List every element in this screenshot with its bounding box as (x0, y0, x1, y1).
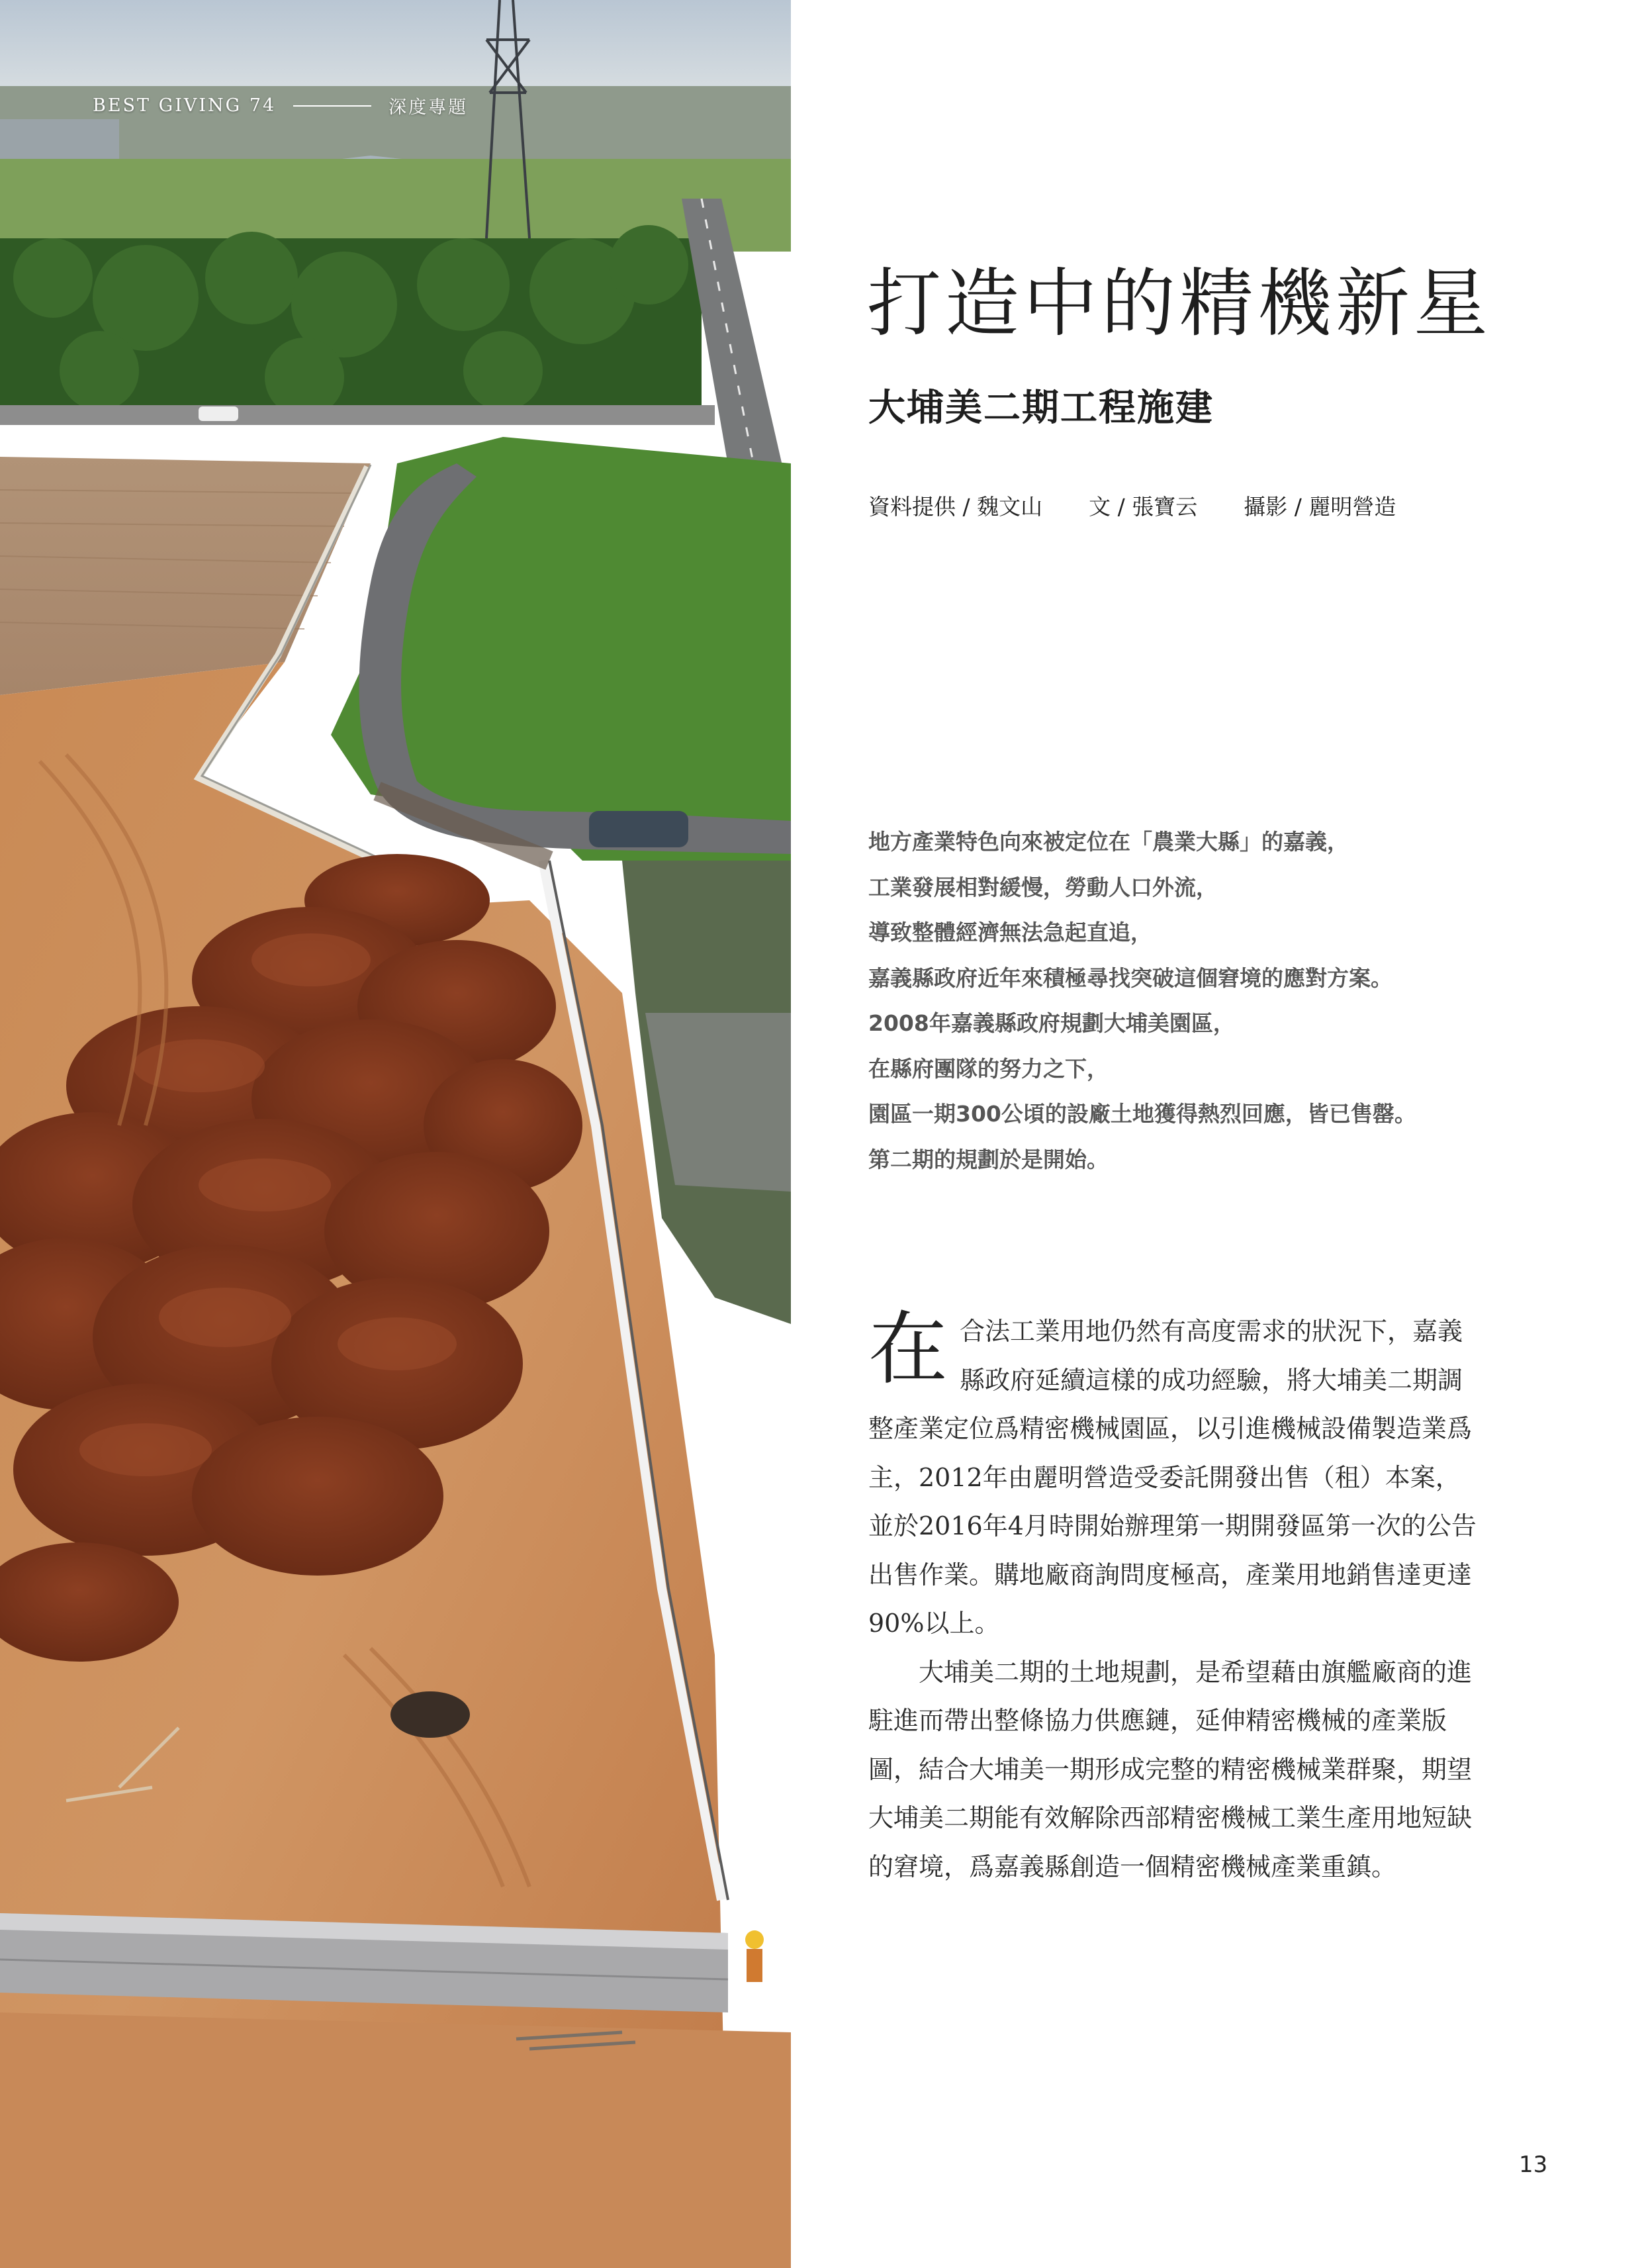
intro-line: 地方產業特色向來被定位在「農業大縣」的嘉義， (868, 829, 1349, 855)
credit-writer: 文 / 張寶云 (1089, 494, 1198, 520)
intro-line: 第二期的規劃於是開始。 (868, 1146, 1109, 1172)
body-paragraph-1 (868, 1303, 1484, 1648)
intro-line: 導致整體經濟無法急起直追， (868, 920, 1152, 945)
article-intro (868, 820, 1557, 1182)
intro-line: 園區一期300公頃的設廠土地獲得熱烈回應，皆已售罄。 (868, 1101, 1416, 1127)
page-number: 13 (1519, 2151, 1548, 2178)
section-name: 深度專題 (388, 97, 469, 118)
body-paragraph-2: 大埔美二期的土地規劃，是希望藉由旗艦廠商的進駐進而帶出整條協力供應鏈，延伸精密機械的產業版圖，結合大埔美一期形成完整的精密機械業群聚，期望大埔美二期能有效解除西部精密機械工業生產用地短缺的窘境，爲嘉義縣創造一個精密機械產業重鎮。 (868, 1657, 1473, 1881)
intro-line: 工業發展相對緩慢，勞動人口外流， (868, 874, 1218, 900)
article-credits (868, 490, 1396, 521)
drop-cap: 在 (868, 1303, 948, 1395)
intro-line: 2008年嘉義縣政府規劃大埔美園區， (868, 1010, 1235, 1036)
running-header (93, 93, 468, 118)
magazine-issue: BEST GIVING 74 (93, 95, 277, 116)
credit-data: 資料提供 / 魏文山 (868, 494, 1043, 520)
intro-line: 在縣府團隊的努力之下， (868, 1055, 1109, 1082)
header-rule (293, 105, 371, 107)
article-subtitle: 大埔美二期工程施建 (868, 387, 1214, 430)
paragraph-1-text: 合法工業用地仍然有高度需求的狀況下，嘉義縣政府延續這樣的成功經驗，將大埔美二期調整產業定位爲精密機械園區，以引進機械設備製造業爲主，2012年由麗明營造受委託開發出售（租）本案，並於2016年4月時開始辦理第一期開發區第一次的公告出售作業。購地廠商詢問度極高，產業用地銷售達更達90%以上。 (868, 1317, 1477, 1638)
article-title: 打造中的精機新星 (867, 261, 1492, 347)
intro-line: 嘉義縣政府近年來積極尋找突破這個窘境的應對方案。 (868, 965, 1392, 991)
aerial-construction-photo (0, 0, 791, 2268)
credit-photo: 攝影 / 麗明營造 (1244, 494, 1396, 520)
article-body (868, 1303, 1484, 1891)
